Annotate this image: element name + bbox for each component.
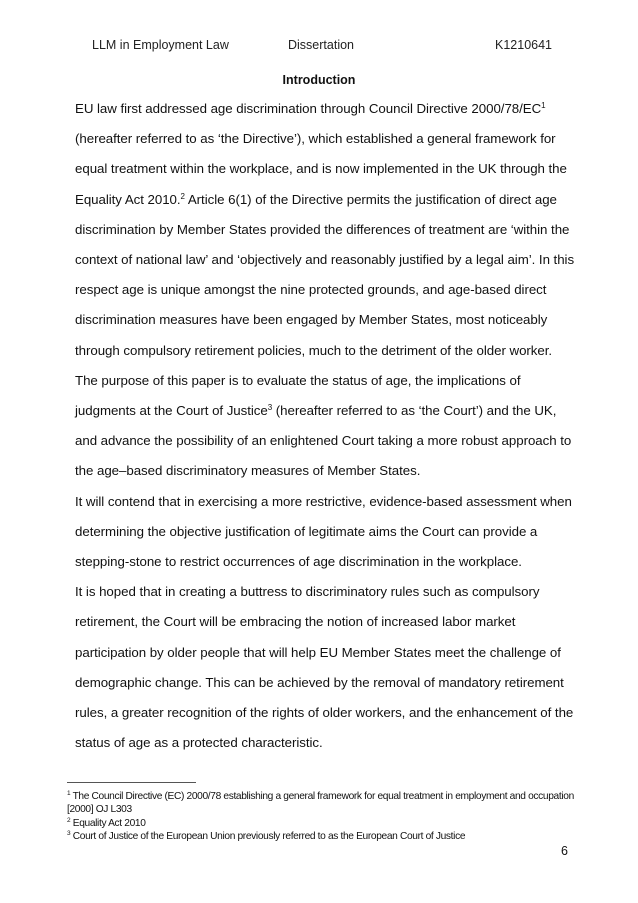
header-doc-type: Dissertation: [288, 38, 354, 52]
body-text: [75, 94, 575, 758]
paragraph-2: The purpose of this paper is to evaluate the status of age, the implications of judgments at the Court of Justice$^3$ (hereafter referred to as ‘the Court’) and the UK, and advance the possibility of an enlightened Court taking a more robust approach to the age–based discriminatory measures of Member States.: [75, 372, 572, 479]
footnote-ref-2[interactable]: 2: [180, 191, 185, 201]
page-number: 6: [561, 844, 568, 858]
footnote-ref-1[interactable]: 1: [541, 101, 546, 110]
footnotes: [67, 790, 587, 844]
header-student-id: K1210641: [495, 38, 553, 52]
footnote-divider: [67, 782, 196, 783]
footnote-1: $^1$ The Council Directive (EC) 2000/78 establishing a general framework for equal treatment in employment and occupation [2000] OJ L303: [67, 790, 574, 816]
paragraph-1: EU law first addressed age discrimination through Council Directive $2000/78/EC^1$ (hereafter referred to as ‘the Directive’), which established a general framework for equal treatment within the workplace, and is now implemented in the UK through the Equality Act 2010.$^2$ Article 6(1) of the Directive permits the justification of direct age discrimination by Member States provided the differences of treatment are ‘within the context of national law’ and ‘objectively and reasonably justified by a legal aim’. In this respect age is unique amongst the nine protected grounds, and age-based direct discrimination measures have been engaged by Member States, most noticeably through compulsory retirement policies, much to the detriment of the older worker.: [75, 101, 575, 358]
page-header: [0, 38, 638, 54]
header-course: LLM in Employment Law: [92, 38, 229, 52]
footnote-3: $^3$ Court of Justice of the European Union previously referred to as the European Court of Justice: [67, 830, 466, 843]
section-title: Introduction: [282, 73, 356, 87]
paragraph-4: It is hoped that in creating a buttress to discriminatory rules such as compulsory retirement, the Court will be embracing the notion of increased labor market participation by older people that will help EU Member States meet the challenge of demographic change. This can be achieved by the removal of mandatory retirement rules, a greater recognition of the rights of older workers, and the enhancement of the status of age as a protected characteristic.: [75, 584, 574, 751]
footnote-ref-3[interactable]: 3: [267, 403, 273, 413]
footnote-2: $^2$ Equality Act 2010: [67, 816, 146, 829]
paragraph-3: It will contend that in exercising a more restrictive, evidence-based assessment when determining the objective justification of legitimate aims the Court can provide a stepping-stone to restrict occurrences of age discrimination in the workplace.: [75, 493, 572, 570]
